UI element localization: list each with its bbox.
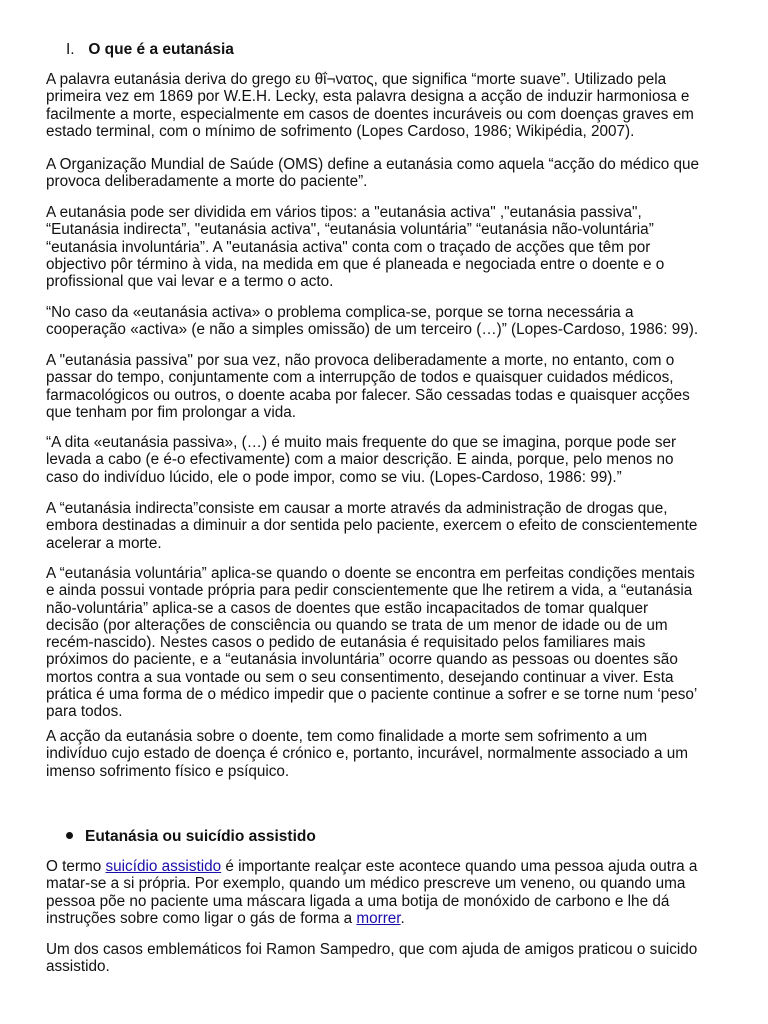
text-line: “A dita «eutanásia passiva», (…) é muito mais frequente do que se imagina, porque pode ser xyxy=(46,434,677,451)
section-title: Eutanásia ou suicídio assistido xyxy=(85,828,316,845)
text-line: caso do indivíduo lúcido, ele o pode impor, como se viu. (Lopes-Cardoso, 1986: 99).” xyxy=(46,468,622,486)
text-line: acelerar a morte. xyxy=(46,534,162,552)
text-line: indivíduo cujo estado de doença é crónico e, portanto, incurável, normalmente associado a um xyxy=(46,745,689,763)
text-line: embora destinadas a diminuir a dor sentida pelo paciente, exercem o efeito de conscientemente xyxy=(46,517,698,535)
paragraph-types xyxy=(46,204,736,290)
paragraph-oms xyxy=(46,156,736,191)
text-run: instruções sobre como ligar o gás de forma a xyxy=(46,909,357,927)
text-line: estado terminal, com o mínimo de sofrimento (Lopes Cardoso, 1986; Wikipédia, 2007). xyxy=(46,122,635,140)
text-line: Um dos casos emblemáticos foi Ramon Sampedro, que com ajuda de amigos praticou o suicido xyxy=(46,941,698,958)
section-heading-2 xyxy=(66,828,316,846)
link-morrer[interactable]: morrer xyxy=(356,909,401,927)
section-heading-1 xyxy=(66,41,234,59)
text-line: “No caso da «eutanásia activa» o problema complica-se, porque se torna necessária a xyxy=(46,304,634,321)
text-run: é importante realçar este acontece quando uma pessoa ajuda outra a xyxy=(221,858,698,875)
text-line xyxy=(46,910,736,927)
text-line: não-voluntária” aplica-se a casos de doentes que estão incapacitados de tomar qualquer xyxy=(46,599,649,617)
text-line: passar do tempo, conjuntamente com a interrupção de todos e quaisquer cuidados médicos, xyxy=(46,369,674,387)
text-line: objectivo pôr término à vida, na medida em que é planeada e negociada entre o doente e o xyxy=(46,255,665,273)
paragraph-passiva xyxy=(46,352,736,421)
text-line: A acção da eutanásia sobre o doente, tem como finalidade a morte sem sofrimento a um xyxy=(46,728,648,745)
text-line: “Eutanásia indirecta”, "eutanásia activa", “eutanásia voluntária” “eutanásia não-voluntária” xyxy=(46,221,654,239)
text-line: A Organização Mundial de Saúde (OMS) define a eutanásia como aquela “acção do médico que xyxy=(46,156,700,173)
text-line: para todos. xyxy=(46,703,123,721)
text-line: A “eutanásia voluntária” aplica-se quando o doente se encontra em perfeitas condições mentais xyxy=(46,565,695,582)
text-run: . xyxy=(400,909,405,927)
text-line: farmacológicos ou outros, o doente acaba por falecer. São cessadas todas e quaisquer acções xyxy=(46,386,690,404)
text-line: prática é uma forma de o médico impedir que o paciente continue a sofrer e se torne num ‘peso’ xyxy=(46,686,698,704)
text-line: recém-nascido). Nestes casos o pedido de eutanásia é requisitado pelos familiares mais xyxy=(46,634,646,652)
text-line: profissional que vai levar e a termo o acto. xyxy=(46,273,334,291)
text-line: A "eutanásia passiva" por sua vez, não provoca deliberadamente a morte, no entanto, com o xyxy=(46,352,675,369)
text-line: imenso sofrimento físico e psíquico. xyxy=(46,762,290,780)
text-run: O termo xyxy=(46,858,106,875)
text-line: A “eutanásia indirecta”consiste em causar a morte através da administração de drogas que, xyxy=(46,500,668,517)
text-line: e ainda possui vontade própria para pedir conscientemente que lhe retirem a vida, a “eutanásia xyxy=(46,582,693,600)
paragraph-quote-passiva xyxy=(46,434,736,486)
text-line: cooperação «activa» (e não a simples omissão) de um terceiro (…)” (Lopes-Cardoso, 1986: 99). xyxy=(46,321,699,339)
paragraph-quote-activa xyxy=(46,304,736,339)
paragraph-voluntaria xyxy=(46,565,736,721)
text-line: levada a cabo (e é-o efectivamente) com a maior descrição. E ainda, porque, pelo menos no xyxy=(46,451,674,469)
paragraph-suicidio xyxy=(46,858,736,927)
paragraph-ramon xyxy=(46,941,736,976)
paragraph-origin xyxy=(46,71,736,140)
text-line xyxy=(46,858,736,875)
text-line: decisão (por alterações de consciência ou quando se trata de um menor de idade ou de um xyxy=(46,616,668,634)
link-suicidio-assistido[interactable]: suicídio assistido xyxy=(105,858,222,875)
text-line: próximos do paciente, e a “eutanásia involuntária” ocorre quando as pessoas ou doentes são xyxy=(46,651,678,669)
paragraph-indirecta xyxy=(46,500,736,552)
text-line: A eutanásia pode ser dividida em vários tipos: a "eutanásia activa" ,"eutanásia passiva", xyxy=(46,204,642,221)
text-line: matar-se a si própria. Por exemplo, quando um médico prescreve um veneno, ou quando uma xyxy=(46,875,686,893)
text-line: facilmente a morte, especialmente em casos de doentes incuráveis ou com doenças graves em xyxy=(46,105,694,123)
text-line: mortos contra a sua vontade ou sem o seu consentimento, desejando continuar a viver. Esta xyxy=(46,668,674,686)
text-line: assistido. xyxy=(46,958,110,976)
paragraph-accao xyxy=(46,728,736,780)
text-line: provoca deliberadamente a morte do paciente”. xyxy=(46,173,368,191)
text-line: A palavra eutanásia deriva do grego ευ θΐ¬νατος, que significa “morte suave”. Utilizado pela xyxy=(46,71,667,88)
text-line: que tenham por fim prolongar a vida. xyxy=(46,403,296,421)
section-title: O que é a eutanásia xyxy=(88,41,234,58)
bullet-icon xyxy=(66,832,73,839)
text-line: pessoa põe no paciente uma máscara ligada a uma botija de monóxido de carbono e lhe dá xyxy=(46,892,670,910)
text-line: “eutanásia involuntária”. A "eutanásia activa" conta com o traçado de acções que têm por xyxy=(46,238,651,256)
text-line: primeira vez em 1869 por W.E.H. Lecky, esta palavra designa a acção de induzir harmoniosa e xyxy=(46,88,690,106)
section-number: I. xyxy=(66,41,75,58)
